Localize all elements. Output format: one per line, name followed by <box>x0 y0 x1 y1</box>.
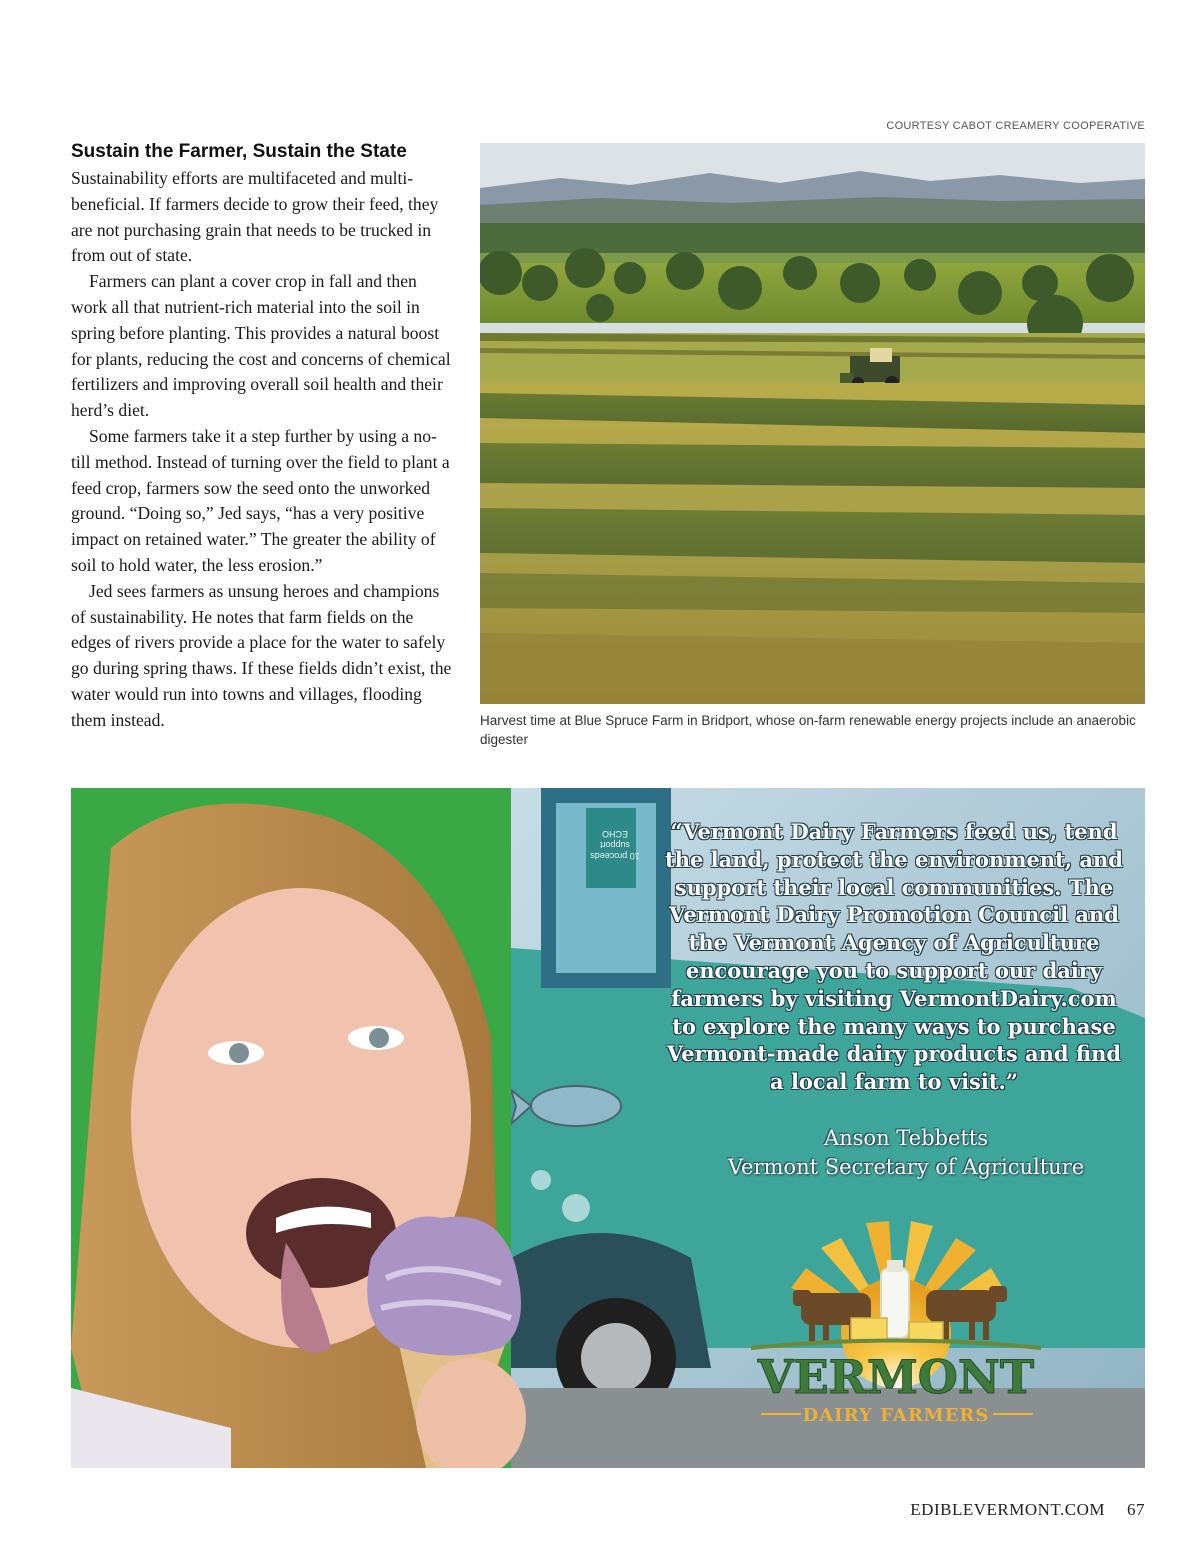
paragraph-2: Farmers can plant a cover crop in fall and then work all that nutrient-rich material into the soil in spring before planting. This provides a natural boost for plants, reducing the cost and concerns of chemical fertilizers and improving overall soil health and their herd’s diet. <box>71 271 451 421</box>
paragraph-4: Jed sees farmers as unsung heroes and champions of sustainability. He notes that farm fields on the edges of rivers provide a place for the water to safely go during spring thaws. If these fields didn’t exist, the water would run into towns and villages, flooding them instead. <box>71 580 452 730</box>
farm-landscape-illustration <box>480 143 1145 704</box>
site-name: EDIBLEVERMONT.COM <box>910 1500 1105 1519</box>
truck-window-sign: 10 proceeds support ECHO <box>590 829 640 861</box>
photo-caption: Harvest time at Blue Spruce Farm in Bridport, whose on-farm renewable energy projects include an anaerobic digester <box>480 713 1136 747</box>
logo-graphic <box>731 1218 1061 1448</box>
section-heading: Sustain the Farmer, Sustain the State <box>71 141 407 162</box>
logo-sub-text: DAIRY FARMERS <box>802 1405 990 1426</box>
article-column <box>71 141 456 734</box>
photo-credit: COURTESY CABOT CREAMERY COOPERATIVE <box>886 120 1145 132</box>
page-number: 67 <box>1127 1500 1145 1519</box>
dairy-advertisement <box>71 788 1145 1468</box>
ad-quote: “Vermont Dairy Farmers feed us, tend the land, protect the environment, and support their local communities. The Vermont Dairy Promotion Council and the Vermont Agency of Agriculture encourage you to support our dairy farmers by visiting VermontDairy.com to explore the many ways to purchase Vermont-made dairy products and find a local farm to visit.” <box>665 819 1123 1095</box>
paragraph-3: Some farmers take it a step further by using a no-till method. Instead of turning over the field to plant a feed crop, farmers sow the seed onto the unworked ground. “Doing so,” Jed says, “has a very positive impact on retained water.” The greater the ability of soil to hold water, the less erosion.” <box>71 425 450 575</box>
logo-main-text: VERMONT <box>757 1350 1035 1404</box>
vermont-dairy-farmers-logo <box>731 1218 1061 1448</box>
page-footer <box>910 1500 1145 1520</box>
quote-attribution-name: Anson Tebbetts <box>823 1126 989 1150</box>
quote-attribution-title: Vermont Secretary of Agriculture <box>727 1155 1085 1179</box>
farm-field-photo <box>480 143 1145 704</box>
paragraph-1: Sustainability efforts are multifaceted and multi-beneficial. If farmers decide to grow their feed, they are not purchasing grain that needs to be trucked in from out of state. <box>71 168 439 266</box>
